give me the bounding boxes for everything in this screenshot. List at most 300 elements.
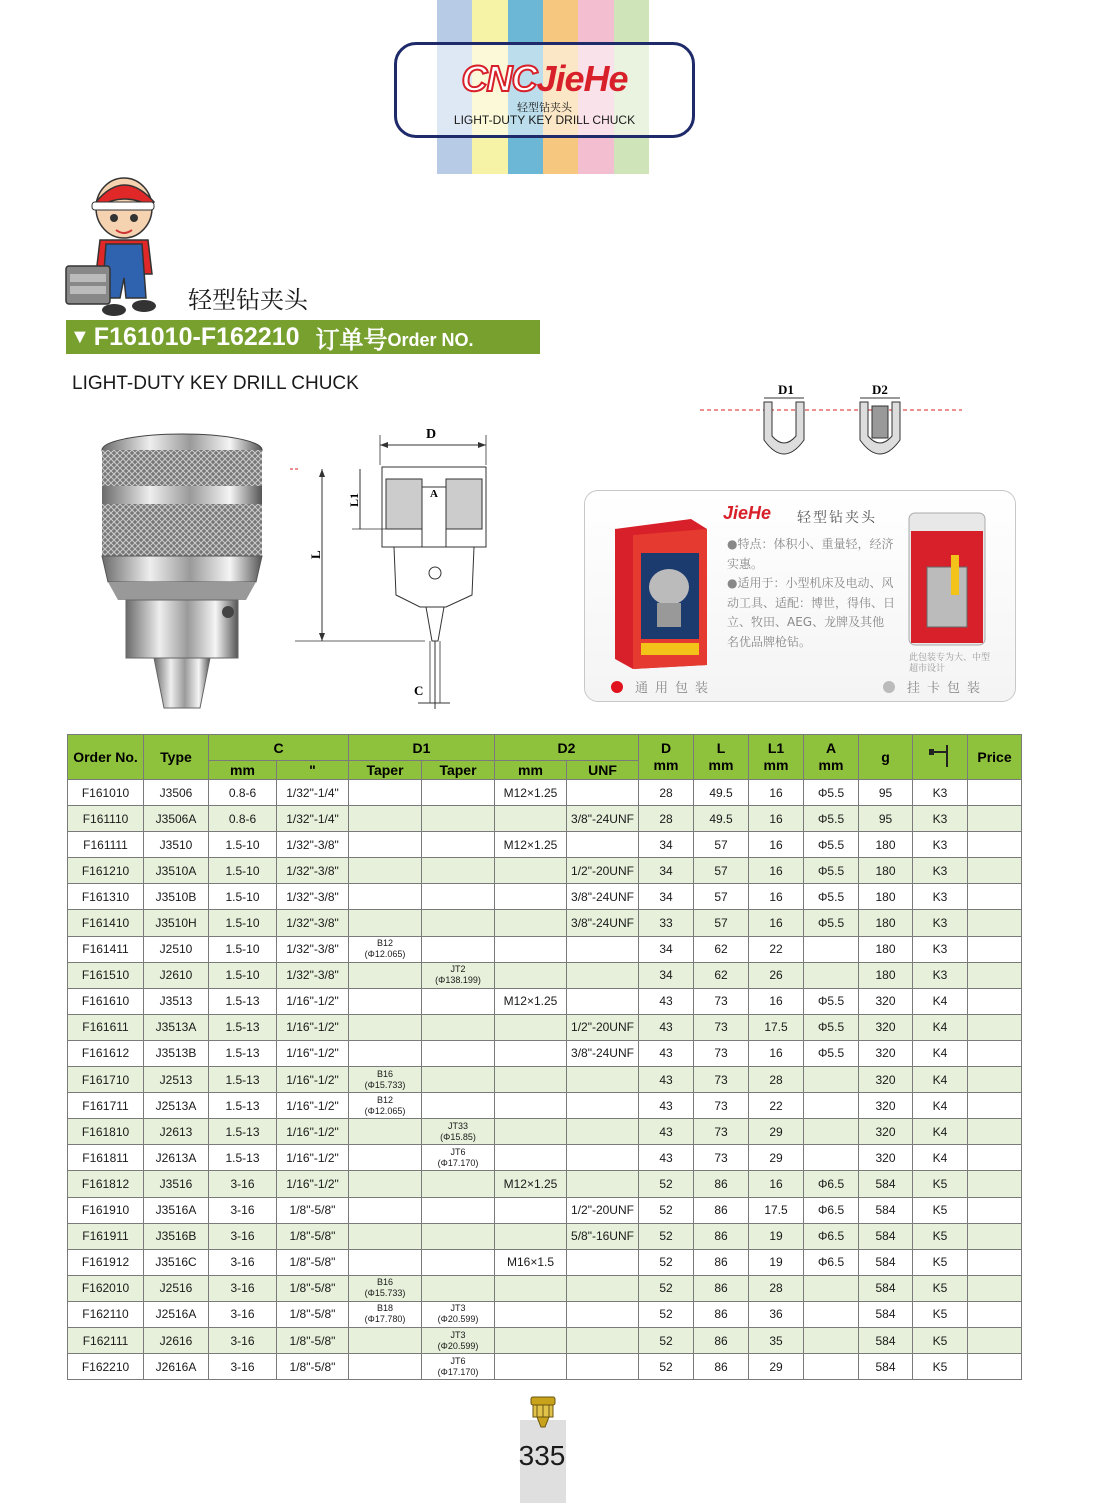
label-d2: D2 (872, 382, 888, 397)
cell-d1-taper-1 (349, 832, 422, 858)
table-row (68, 936, 1022, 962)
cell-a (804, 1301, 859, 1327)
cell-l1: 19 (749, 1249, 804, 1275)
cell-d: 28 (639, 806, 694, 832)
cell-d1-taper-1 (349, 806, 422, 832)
order-code: F161010-F162210 (93, 322, 300, 351)
cell-d: 34 (639, 858, 694, 884)
cell-c-mm: 0.8-6 (209, 780, 277, 806)
cell-l1: 22 (749, 936, 804, 962)
cell-a: Φ6.5 (804, 1171, 859, 1197)
cell-c-inch: 1/8"-5/8" (277, 1249, 349, 1275)
cell-key: K3 (913, 910, 968, 936)
header-subtitle-cn: 轻型钻夹头 (517, 101, 572, 114)
cell-d1-taper-2: JT2 (Φ138.199) (422, 962, 495, 988)
mascot-illustration (62, 174, 162, 320)
cell-d2-mm (495, 1223, 567, 1249)
cell-g: 180 (859, 858, 913, 884)
cell-d1-taper-2 (422, 1223, 495, 1249)
cell-d1-taper-1 (349, 884, 422, 910)
cell-l: 49.5 (694, 780, 749, 806)
cell-d2-unf (567, 1275, 639, 1301)
cell-c-mm: 1.5-10 (209, 832, 277, 858)
brand-logo (397, 59, 692, 99)
cell-price (968, 832, 1022, 858)
cell-d1-taper-2 (422, 1040, 495, 1066)
cell-d2-unf: 1/2"-20UNF (567, 858, 639, 884)
cell-price (968, 962, 1022, 988)
packaging-feature-1: ●特点：体积小、重量轻，经济实惠。 (727, 537, 894, 571)
cell-price (968, 910, 1022, 936)
spec-table-body (68, 780, 1022, 1380)
cell-d2-mm (495, 1275, 567, 1301)
cell-key: K3 (913, 962, 968, 988)
label-d1: D1 (778, 382, 794, 397)
packaging-title: 轻型钻夹头 (797, 510, 877, 526)
cell-l1: 28 (749, 1275, 804, 1301)
cell-c-inch: 1/16"-1/2" (277, 1040, 349, 1066)
cell-g: 584 (859, 1223, 913, 1249)
cell-d: 43 (639, 1093, 694, 1119)
gray-dot-icon (883, 681, 895, 693)
spec-table-header (68, 735, 1022, 780)
cell-d2-mm (495, 1014, 567, 1040)
cell-a: Φ6.5 (804, 1197, 859, 1223)
cell-d: 52 (639, 1301, 694, 1327)
cell-d2-unf: 1/2"-20UNF (567, 1197, 639, 1223)
cell-price (968, 1040, 1022, 1066)
cell-l1: 28 (749, 1067, 804, 1093)
cell-order-no: F162010 (68, 1275, 144, 1301)
table-row (68, 988, 1022, 1014)
cell-d2-mm (495, 884, 567, 910)
cell-d: 34 (639, 884, 694, 910)
cell-d2-unf (567, 780, 639, 806)
technical-drawing (290, 425, 515, 715)
cell-a (804, 1327, 859, 1353)
cell-d1-taper-2 (422, 910, 495, 936)
packaging-label-1: 通用包装 (611, 677, 715, 696)
cell-c-mm: 1.5-13 (209, 988, 277, 1014)
cell-a: Φ6.5 (804, 1249, 859, 1275)
cell-d2-mm (495, 1327, 567, 1353)
cell-d2-mm (495, 858, 567, 884)
cell-l1: 16 (749, 832, 804, 858)
cell-g: 320 (859, 1093, 913, 1119)
cell-a (804, 1093, 859, 1119)
red-dot-icon (611, 681, 623, 693)
table-row (68, 858, 1022, 884)
cell-d2-mm: M16×1.5 (495, 1249, 567, 1275)
cell-c-inch: 1/8"-5/8" (277, 1223, 349, 1249)
th-l: L mm (694, 735, 749, 780)
cell-price (968, 1197, 1022, 1223)
cell-d1-taper-1: B16 (Φ15.733) (349, 1275, 422, 1301)
cell-type: J3506 (144, 780, 209, 806)
cell-d1-taper-2 (422, 1171, 495, 1197)
cell-c-inch: 1/16"-1/2" (277, 1014, 349, 1040)
cell-key: K3 (913, 936, 968, 962)
cell-price (968, 1223, 1022, 1249)
cell-d2-unf (567, 1171, 639, 1197)
cell-g: 320 (859, 1145, 913, 1171)
cell-l: 57 (694, 910, 749, 936)
cell-a (804, 1354, 859, 1380)
cell-key: K5 (913, 1275, 968, 1301)
cell-d2-unf (567, 1249, 639, 1275)
cell-l1: 16 (749, 1171, 804, 1197)
cell-order-no: F161710 (68, 1067, 144, 1093)
cell-c-mm: 3-16 (209, 1327, 277, 1353)
cell-order-no: F161912 (68, 1249, 144, 1275)
cell-type: J2616 (144, 1327, 209, 1353)
cell-d2-mm: M12×1.25 (495, 780, 567, 806)
cell-c-inch: 1/8"-5/8" (277, 1354, 349, 1380)
cell-l: 73 (694, 1145, 749, 1171)
cell-l1: 29 (749, 1119, 804, 1145)
cell-d: 43 (639, 1119, 694, 1145)
cell-d: 43 (639, 1040, 694, 1066)
table-row (68, 1354, 1022, 1380)
cell-price (968, 1093, 1022, 1119)
cell-l: 86 (694, 1275, 749, 1301)
cell-order-no: F161910 (68, 1197, 144, 1223)
cell-d1-taper-1 (349, 1119, 422, 1145)
cell-d2-unf (567, 1327, 639, 1353)
header-subtitle-en: LIGHT-DUTY KEY DRILL CHUCK (453, 113, 636, 127)
th-l1: L1 mm (749, 735, 804, 780)
cell-order-no: F161811 (68, 1145, 144, 1171)
cell-order-no: F161812 (68, 1171, 144, 1197)
cell-type: J2513 (144, 1067, 209, 1093)
order-label-en: Order NO. (387, 329, 474, 350)
cell-d2-mm (495, 1067, 567, 1093)
cell-price (968, 1145, 1022, 1171)
cell-order-no: F161610 (68, 988, 144, 1014)
cell-l: 49.5 (694, 806, 749, 832)
table-row (68, 780, 1022, 806)
cell-type: J2610 (144, 962, 209, 988)
table-row (68, 1014, 1022, 1040)
cell-d1-taper-1: B12 (Φ12.065) (349, 1093, 422, 1119)
cell-price (968, 1067, 1022, 1093)
cell-key: K4 (913, 1145, 968, 1171)
drill-chuck-icon (527, 1395, 559, 1429)
table-row (68, 962, 1022, 988)
packaging-label-2: 挂卡包装 (883, 677, 987, 696)
table-row (68, 1093, 1022, 1119)
cell-d: 28 (639, 780, 694, 806)
cell-type: J2516A (144, 1301, 209, 1327)
cell-l1: 29 (749, 1145, 804, 1171)
cell-key: K3 (913, 858, 968, 884)
cell-key: K4 (913, 1067, 968, 1093)
cell-c-mm: 1.5-13 (209, 1067, 277, 1093)
cell-l: 57 (694, 858, 749, 884)
cell-l: 86 (694, 1327, 749, 1353)
cell-d1-taper-2 (422, 1014, 495, 1040)
cell-d1-taper-2: JT6 (Φ17.170) (422, 1354, 495, 1380)
cell-d1-taper-2 (422, 780, 495, 806)
cell-order-no: F162210 (68, 1354, 144, 1380)
cell-l: 86 (694, 1171, 749, 1197)
brand-logo-box (394, 42, 695, 138)
cell-l: 62 (694, 936, 749, 962)
cell-c-mm: 1.5-13 (209, 1093, 277, 1119)
cell-d1-taper-1: B18 (Φ17.780) (349, 1301, 422, 1327)
cell-type: J3516C (144, 1249, 209, 1275)
cell-d2-mm (495, 936, 567, 962)
cell-c-mm: 1.5-10 (209, 910, 277, 936)
cell-c-inch: 1/8"-5/8" (277, 1275, 349, 1301)
cell-d2-unf (567, 1093, 639, 1119)
cell-l1: 22 (749, 1093, 804, 1119)
cell-d2-mm (495, 1354, 567, 1380)
cell-d2-unf: 3/8"-24UNF (567, 1040, 639, 1066)
cell-l1: 35 (749, 1327, 804, 1353)
cell-d1-taper-1 (349, 1354, 422, 1380)
cell-c-inch: 1/8"-5/8" (277, 1197, 349, 1223)
cell-g: 320 (859, 1014, 913, 1040)
cell-type: J3513A (144, 1014, 209, 1040)
cell-c-inch: 1/8"-5/8" (277, 1327, 349, 1353)
cell-price (968, 780, 1022, 806)
cell-g: 180 (859, 832, 913, 858)
cell-type: J2613 (144, 1119, 209, 1145)
cell-c-mm: 1.5-10 (209, 936, 277, 962)
cell-d1-taper-1 (349, 1171, 422, 1197)
cell-l1: 16 (749, 910, 804, 936)
page-number: 335 (518, 1440, 566, 1471)
table-row (68, 1327, 1022, 1353)
table-row (68, 1171, 1022, 1197)
cell-c-inch: 1/32"-3/8" (277, 936, 349, 962)
th-type: Type (144, 735, 209, 780)
cell-a: Φ5.5 (804, 1040, 859, 1066)
cell-l1: 16 (749, 806, 804, 832)
cell-d1-taper-2 (422, 806, 495, 832)
cell-d1-taper-1 (349, 1327, 422, 1353)
table-row (68, 832, 1022, 858)
cell-a: Φ5.5 (804, 1014, 859, 1040)
cell-c-mm: 1.5-13 (209, 1145, 277, 1171)
cell-d2-unf (567, 1119, 639, 1145)
cell-order-no: F161310 (68, 884, 144, 910)
cell-key: K4 (913, 1093, 968, 1119)
cell-order-no: F161911 (68, 1223, 144, 1249)
label-l1: L1 (347, 492, 361, 507)
cell-type: J2513A (144, 1093, 209, 1119)
cell-c-inch: 1/16"-1/2" (277, 1145, 349, 1171)
cell-d2-unf (567, 1145, 639, 1171)
th-d: D mm (639, 735, 694, 780)
cell-d2-unf (567, 988, 639, 1014)
cell-g: 584 (859, 1354, 913, 1380)
drill-chuck-photo (96, 432, 272, 710)
cell-c-mm: 1.5-13 (209, 1014, 277, 1040)
blister-card-image (907, 511, 987, 647)
cell-l: 73 (694, 1014, 749, 1040)
cell-c-mm: 1.5-13 (209, 1119, 277, 1145)
cell-d1-taper-1 (349, 1249, 422, 1275)
cell-type: J2613A (144, 1145, 209, 1171)
cell-g: 584 (859, 1327, 913, 1353)
th-d2-mm: mm (495, 761, 567, 780)
cell-g: 180 (859, 962, 913, 988)
cell-d2-unf: 3/8"-24UNF (567, 806, 639, 832)
cell-d: 52 (639, 1354, 694, 1380)
th-d2-unf: UNF (567, 761, 639, 780)
cell-d1-taper-2 (422, 936, 495, 962)
cell-order-no: F162111 (68, 1327, 144, 1353)
cell-d2-mm (495, 806, 567, 832)
th-key (913, 735, 968, 780)
cell-c-inch: 1/16"-1/2" (277, 1093, 349, 1119)
cell-l: 73 (694, 1040, 749, 1066)
table-row (68, 884, 1022, 910)
cell-order-no: F161110 (68, 806, 144, 832)
cell-key: K5 (913, 1197, 968, 1223)
cell-key: K5 (913, 1223, 968, 1249)
cell-type: J3513B (144, 1040, 209, 1066)
packaging-note: 此包装专为大、中型超市设计 (909, 653, 991, 674)
cell-c-mm: 3-16 (209, 1223, 277, 1249)
cell-d2-mm (495, 962, 567, 988)
cell-key: K3 (913, 832, 968, 858)
cell-key: K5 (913, 1301, 968, 1327)
cell-type: J2616A (144, 1354, 209, 1380)
cell-g: 320 (859, 1067, 913, 1093)
cell-g: 95 (859, 806, 913, 832)
cell-price (968, 1171, 1022, 1197)
cell-l: 62 (694, 962, 749, 988)
cell-d1-taper-2 (422, 988, 495, 1014)
cell-a (804, 936, 859, 962)
cell-l: 73 (694, 988, 749, 1014)
cell-d2-mm (495, 1040, 567, 1066)
cell-d1-taper-2: JT3 (Φ20.599) (422, 1301, 495, 1327)
cell-l1: 16 (749, 988, 804, 1014)
cell-c-mm: 1.5-10 (209, 962, 277, 988)
table-row (68, 1040, 1022, 1066)
th-d1-taper-1: Taper (349, 761, 422, 780)
cell-a: Φ5.5 (804, 884, 859, 910)
cell-price (968, 936, 1022, 962)
cell-d2-unf: 3/8"-24UNF (567, 910, 639, 936)
cell-price (968, 1014, 1022, 1040)
cell-d1-taper-2: JT3 (Φ20.599) (422, 1327, 495, 1353)
cell-d2-mm: M12×1.25 (495, 988, 567, 1014)
cell-d1-taper-1 (349, 962, 422, 988)
cell-d1-taper-2: JT33 (Φ15.85) (422, 1119, 495, 1145)
cell-type: J3506A (144, 806, 209, 832)
cell-a: Φ5.5 (804, 858, 859, 884)
cell-key: K5 (913, 1354, 968, 1380)
th-order-no: Order No. (68, 735, 144, 780)
cell-g: 584 (859, 1249, 913, 1275)
cell-l1: 36 (749, 1301, 804, 1327)
cell-c-mm: 3-16 (209, 1249, 277, 1275)
cell-d2-mm: M12×1.25 (495, 832, 567, 858)
cell-g: 584 (859, 1275, 913, 1301)
cell-g: 95 (859, 780, 913, 806)
cell-d: 34 (639, 832, 694, 858)
cell-key: K5 (913, 1249, 968, 1275)
cell-d1-taper-2 (422, 884, 495, 910)
cell-type: J3516 (144, 1171, 209, 1197)
cell-order-no: F161010 (68, 780, 144, 806)
cell-key: K4 (913, 988, 968, 1014)
brand-cnc: CNC (461, 58, 537, 99)
cell-d1-taper-2 (422, 1275, 495, 1301)
cell-l1: 19 (749, 1223, 804, 1249)
cell-price (968, 884, 1022, 910)
cell-price (968, 1119, 1022, 1145)
cell-c-mm: 3-16 (209, 1275, 277, 1301)
cell-d2-mm (495, 910, 567, 936)
cell-d: 52 (639, 1171, 694, 1197)
table-row (68, 1197, 1022, 1223)
cell-c-inch: 1/32"-3/8" (277, 962, 349, 988)
cell-type: J3510A (144, 858, 209, 884)
triangle-down-icon: ▼ (70, 325, 90, 348)
cell-order-no: F161411 (68, 936, 144, 962)
cell-order-no: F161410 (68, 910, 144, 936)
cell-d1-taper-1 (349, 1197, 422, 1223)
cell-order-no: F161810 (68, 1119, 144, 1145)
cell-l: 73 (694, 1093, 749, 1119)
cell-order-no: F161612 (68, 1040, 144, 1066)
cell-a: Φ5.5 (804, 832, 859, 858)
cell-d: 33 (639, 910, 694, 936)
th-d1-taper-2: Taper (422, 761, 495, 780)
cell-c-inch: 1/16"-1/2" (277, 1171, 349, 1197)
th-d1: D1 (349, 735, 495, 761)
cell-c-mm: 1.5-10 (209, 858, 277, 884)
cell-type: J3516B (144, 1223, 209, 1249)
cell-key: K5 (913, 1327, 968, 1353)
cell-price (968, 1275, 1022, 1301)
d1-d2-drawing (700, 380, 962, 470)
cell-d1-taper-1: B12 (Φ12.065) (349, 936, 422, 962)
cell-d2-unf: 1/2"-20UNF (567, 1014, 639, 1040)
cell-key: K3 (913, 806, 968, 832)
cell-price (968, 1354, 1022, 1380)
table-row (68, 1223, 1022, 1249)
cell-l: 86 (694, 1301, 749, 1327)
cell-c-mm: 1.5-13 (209, 1040, 277, 1066)
product-title-en: LIGHT-DUTY KEY DRILL CHUCK (72, 373, 359, 394)
th-c-mm: mm (209, 761, 277, 780)
cell-d2-mm (495, 1093, 567, 1119)
cell-d: 52 (639, 1327, 694, 1353)
cell-c-inch: 1/32"-3/8" (277, 884, 349, 910)
table-row (68, 1067, 1022, 1093)
cell-d: 34 (639, 936, 694, 962)
cell-l: 57 (694, 832, 749, 858)
cell-key: K3 (913, 780, 968, 806)
cell-d1-taper-1 (349, 780, 422, 806)
cell-g: 584 (859, 1301, 913, 1327)
cell-d1-taper-1 (349, 1223, 422, 1249)
table-row (68, 1275, 1022, 1301)
cell-d: 34 (639, 962, 694, 988)
cell-d2-unf: 5/8"-16UNF (567, 1223, 639, 1249)
cell-a (804, 962, 859, 988)
cell-order-no: F161611 (68, 1014, 144, 1040)
cell-g: 584 (859, 1197, 913, 1223)
cell-l: 86 (694, 1354, 749, 1380)
